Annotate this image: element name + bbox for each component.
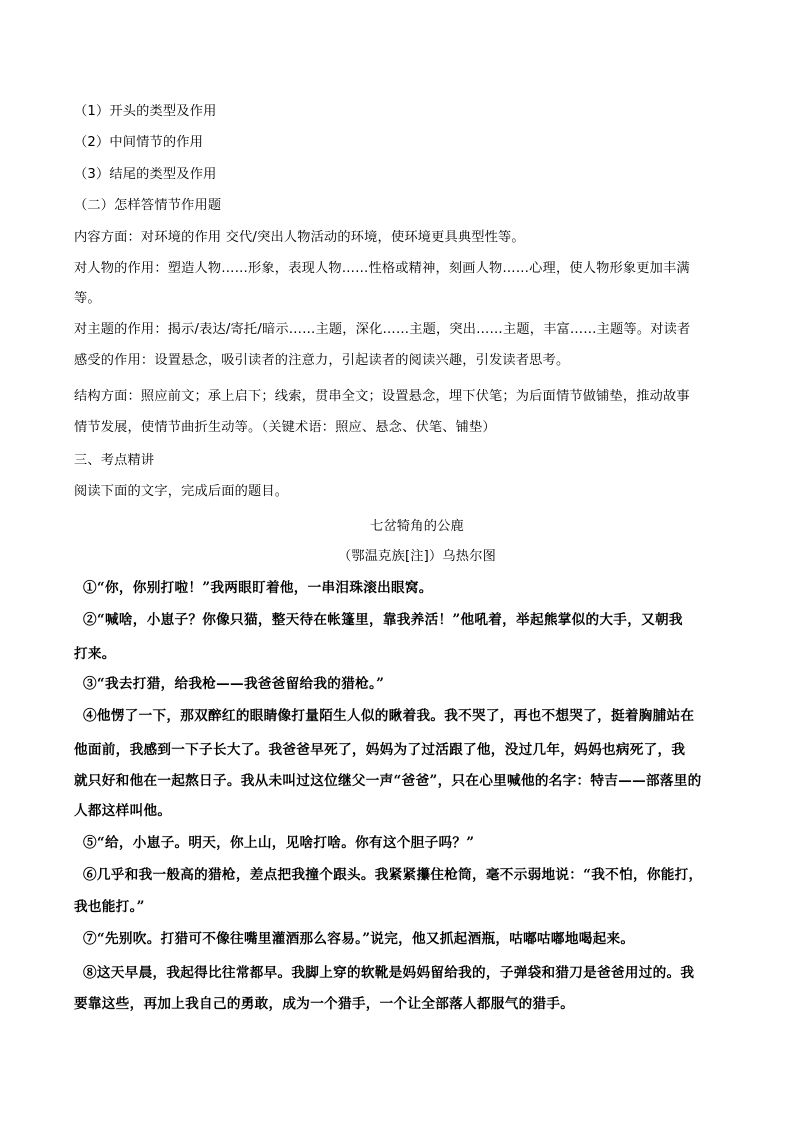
- paragraph-structure-line-1: 结构方面：照应前文；承上启下；线索，贯串全文；设置悬念，埋下伏笔；为后面情节做铺垫，推动故事: [74, 389, 690, 404]
- section-heading-plot-function: （二）怎样答情节作用题: [74, 198, 222, 213]
- story-paragraph-3: ③“我去打猎，给我枪——我爸爸留给我的猎枪。”: [83, 676, 385, 692]
- list-item-opening: （1）开头的类型及作用: [74, 104, 217, 119]
- list-item-ending: （3）结尾的类型及作用: [74, 167, 217, 182]
- paragraph-character-line-1: 对人物的作用：塑造人物……形象，表现人物……性格或精神，刻画人物……心理，使人物形象更加丰满: [74, 261, 690, 276]
- story-author: （鄂温克族[注]）乌热尔图: [338, 549, 496, 564]
- story-paragraph-1: ①“你，你别打啦！”我两眼盯着他，一串泪珠滚出眼窝。: [83, 580, 433, 596]
- paragraph-character-line-2: 等。: [74, 291, 101, 306]
- paragraph-theme-line-1: 对主题的作用：揭示/表达/寄托/暗示……主题，深化……主题，突出……主题，丰富……主题等。对读者: [74, 322, 691, 337]
- story-paragraph-2-line-2: 打来。: [74, 646, 116, 662]
- list-item-middle: （2）中间情节的作用: [74, 135, 204, 150]
- story-paragraph-4-line-1: ④他愣了一下，那双醉红的眼睛像打量陌生人似的瞅着我。我不哭了，再也不想哭了，挺着胸脯站在: [83, 708, 695, 724]
- story-paragraph-5: ⑤“给，小崽子。明天，你上山，见啥打啥。你有这个胆子吗？”: [83, 835, 475, 851]
- story-paragraph-6-line-2: 我也能打。”: [74, 899, 145, 915]
- story-paragraph-4-line-2: 他面前，我感到一下子长大了。我爸爸早死了，妈妈为了过活跟了他，没过几年，妈妈也病死了，我: [74, 742, 686, 758]
- story-paragraph-7: ⑦“先别吹。打猎可不像往嘴里灌酒那么容易。”说完，他又抓起酒瓶，咕嘟咕嘟地喝起来。: [83, 931, 635, 947]
- section-heading-key-points: 三、考点精讲: [74, 453, 155, 468]
- story-paragraph-4-line-3: 就只好和他在一起熬日子。我从未叫过这位继父一声“爸爸”，只在心里喊他的名字：特吉——部落里的: [74, 773, 702, 789]
- reading-instruction: 阅读下面的文字，完成后面的题目。: [74, 484, 289, 499]
- paragraph-theme-line-2: 感受的作用：设置悬念，吸引读者的注意力，引起读者的阅读兴趣，引发读者思考。: [74, 353, 570, 368]
- paragraph-content-aspect: 内容方面：对环境的作用 交代/突出人物活动的环境，使环境更具典型性等。: [74, 230, 525, 245]
- story-paragraph-8-line-2: 要靠这些，再加上我自己的勇敢，成为一个猎手，一个让全部落人都服气的猎手。: [74, 996, 575, 1012]
- story-paragraph-8-line-1: ⑧这天早晨，我起得比往常都早。我脚上穿的软靴是妈妈留给我的，子弹袋和猎刀是爸爸用过的。我: [83, 965, 695, 981]
- story-paragraph-2-line-1: ②“喊啥，小崽子？你像只猫，整天待在帐篷里，靠我养活！”他吼着，举起熊掌似的大手，又朝我: [83, 612, 683, 628]
- story-title: 七岔犄角的公鹿: [370, 519, 464, 534]
- paragraph-structure-line-2: 情节发展，使情节曲折生动等。（关键术语：照应、悬念、伏笔、铺垫）: [74, 420, 496, 435]
- story-paragraph-4-line-4: 人都这样叫他。: [74, 803, 172, 819]
- story-paragraph-6-line-1: ⑥几乎和我一般高的猎枪，差点把我撞个跟头。我紧紧攥住枪筒，毫不示弱地说：“我不怕，你能打，: [83, 867, 703, 883]
